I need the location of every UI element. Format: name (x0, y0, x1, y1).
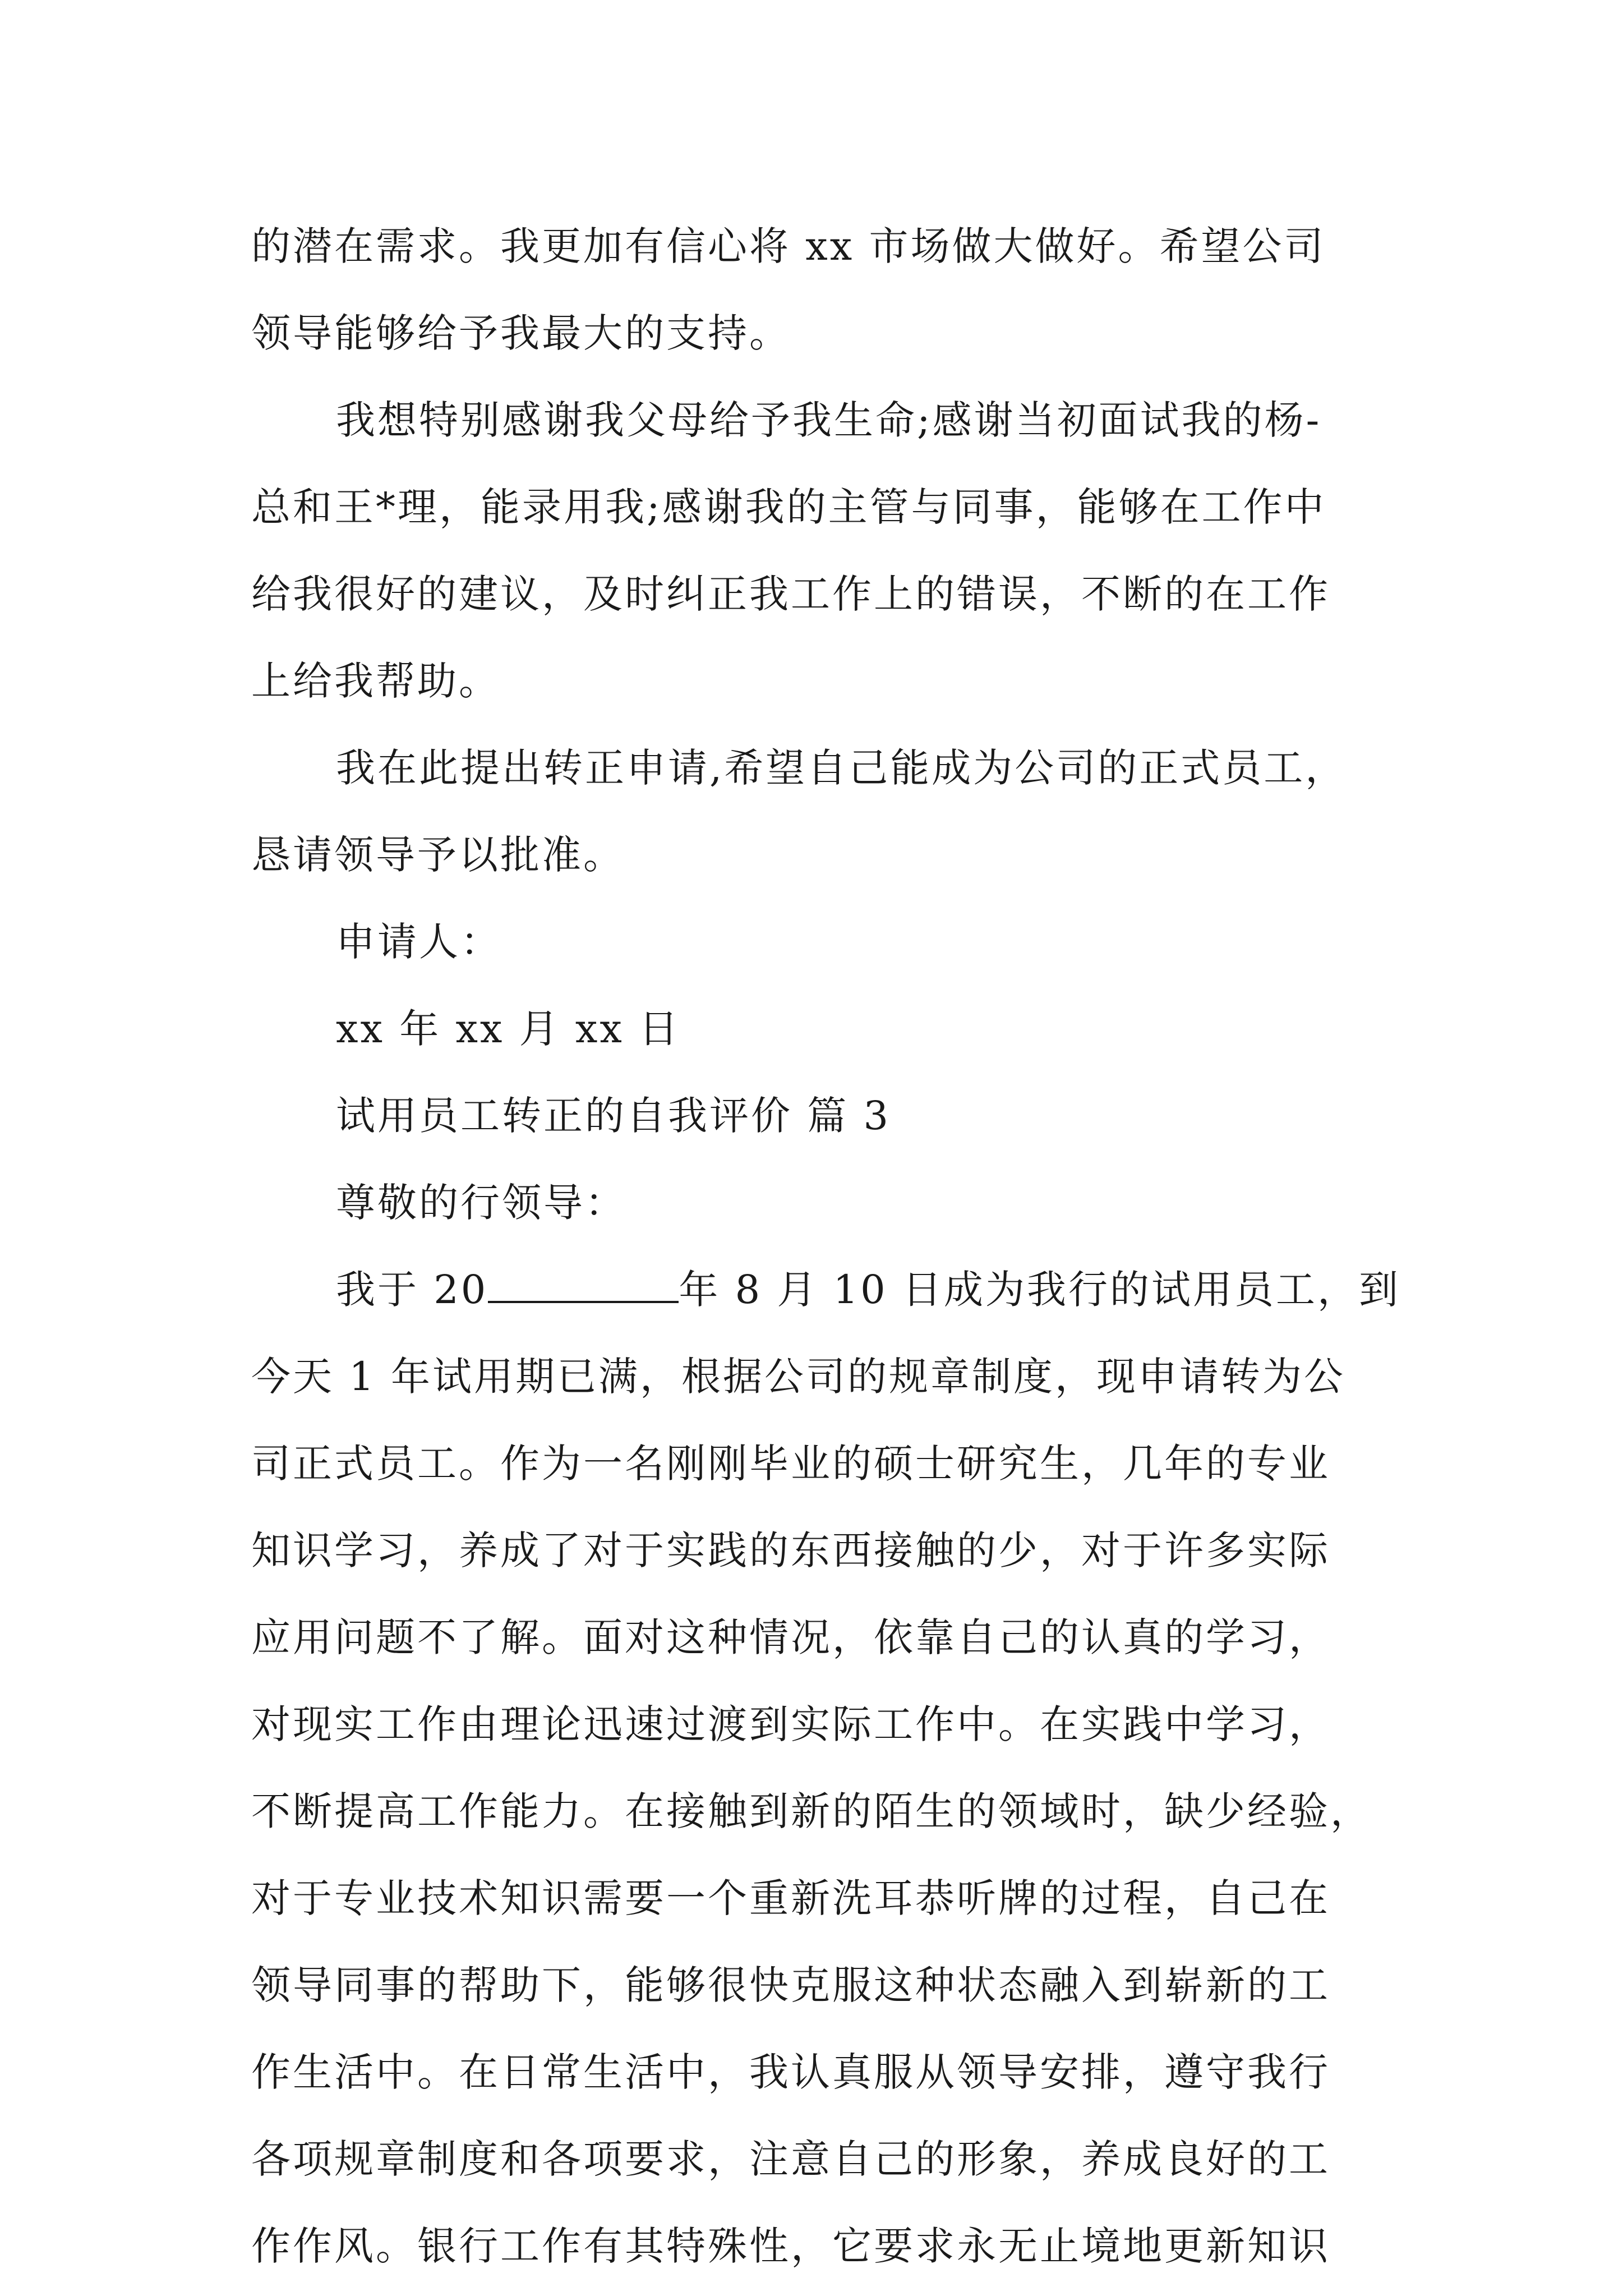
section-heading: 试用员工转正的自我评价 篇 3 (336, 1093, 891, 1139)
fill-in-blank (488, 1266, 679, 1303)
text-line: 知识学习，养成了对于实践的东西接触的少，对于许多实际 (251, 1527, 1330, 1573)
text-line: 领导同事的帮助下，能够很快克服这种状态融入到崭新的工 (251, 1962, 1330, 2008)
text-line: 司正式员工。作为一名刚刚毕业的硕士研究生，几年的专业 (251, 1441, 1330, 1487)
text-line: 应用问题不了解。面对这种情况，依靠自己的认真的学习， (251, 1614, 1330, 1660)
text-line: 恳请领导予以批准。 (251, 832, 625, 878)
text-line: 对于专业技术知识需要一个重新洗耳恭听牌的过程，自己在 (251, 1875, 1330, 1921)
text-line: 作生活中。在日常生活中，我认真服从领导安排，遵守我行 (251, 2049, 1330, 2095)
text-segment: 我于 20 (336, 1267, 488, 1313)
text-line: 给我很好的建议，及时纠正我工作上的错误，不断的在工作 (251, 571, 1330, 617)
text-line: 总和王*理，能录用我;感谢我的主管与同事，能够在工作中 (251, 484, 1326, 530)
text-line: 今天 1 年试用期已满，根据公司的规章制度，现申请转为公 (251, 1354, 1346, 1400)
text-line: 对现实工作由理论迅速过渡到实际工作中。在实践中学习， (251, 1701, 1330, 1747)
paragraph-start-line: 我想特别感谢我父母给予我生命;感谢当初面试我的杨- (336, 397, 1322, 443)
text-line: 不断提高工作能力。在接触到新的陌生的领域时，缺少经验， (251, 1788, 1372, 1834)
date-line: xx 年 xx 月 xx 日 (336, 1006, 681, 1052)
document-body (251, 203, 1400, 2290)
applicant-label: 申请人： (336, 919, 502, 965)
text-segment: 年 8 月 10 日成为我行的试用员工，到 (679, 1267, 1400, 1313)
text-line: 各项规章制度和各项要求，注意自己的形象，养成良好的工 (251, 2136, 1330, 2182)
text-line: 上给我帮助。 (251, 658, 500, 704)
text-line: 作作风。银行工作有其特殊性，它要求永无止境地更新知识 (251, 2223, 1330, 2269)
paragraph-start-line: 我在此提出转正申请,希望自己能成为公司的正式员工， (336, 745, 1347, 791)
paragraph-start-line (251, 1246, 1400, 1333)
text-line: 领导能够给予我最大的支持。 (251, 310, 791, 356)
text-line: 的潜在需求。我更加有信心将 xx 市场做大做好。希望公司 (251, 223, 1326, 269)
salutation: 尊敬的行领导： (336, 1180, 626, 1226)
